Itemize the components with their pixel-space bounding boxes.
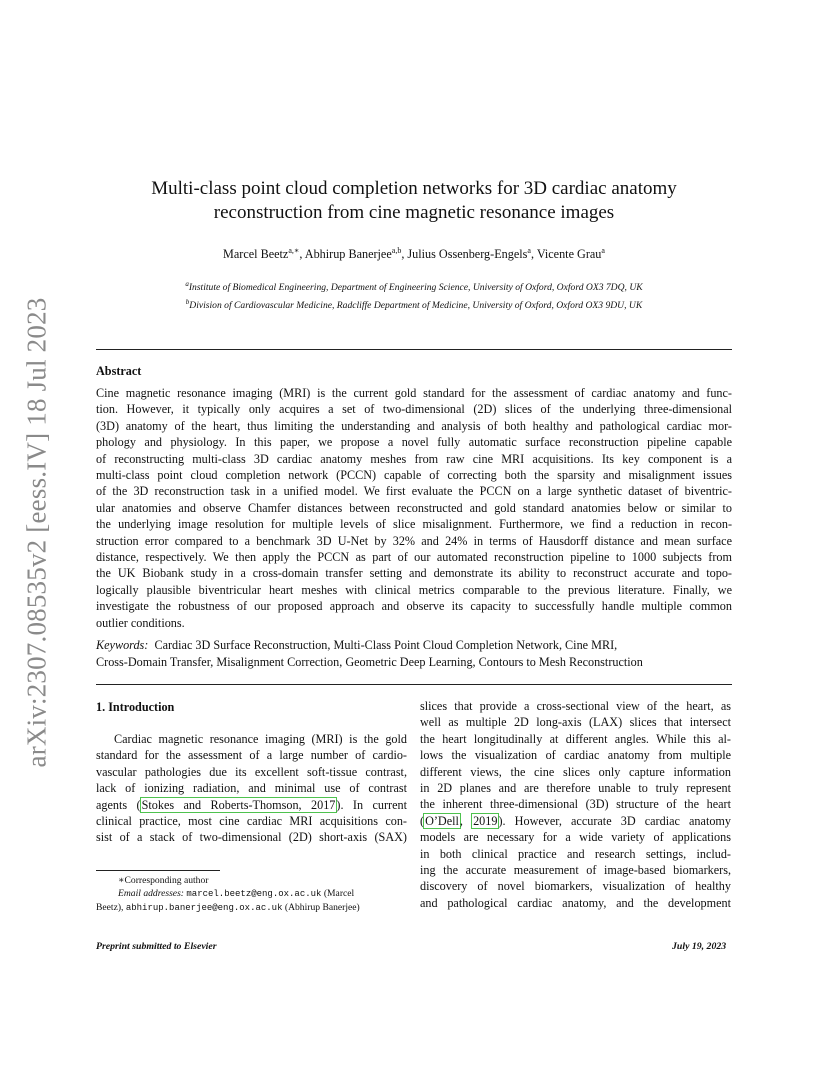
author-separator: ,: [401, 247, 408, 262]
keywords-label: Keywords:: [96, 638, 149, 652]
author-name: Marcel Beetz: [223, 247, 289, 262]
keywords-line: [96, 637, 732, 654]
abstract-line: investigate the robustness of our proposed approach and observe its capacity to successfully handle multiple common: [96, 599, 732, 614]
abstract-line: tion. However, it typically only acquires a set of two-dimensional (2D) slices of the underlying three-dimensional: [96, 402, 732, 417]
email-address[interactable]: marcel.beetz@eng.ox.ac.uk: [186, 889, 322, 899]
title-line: reconstruction from cine magnetic resonance images: [213, 202, 615, 223]
intro-line: ing the accurate measurement of image-based biomarkers,: [420, 863, 731, 878]
affiliation-text: Institute of Biomedical Engineering, Department of Engineering Science, University of Oxford, Oxford OX3 7DQ, UK: [188, 282, 643, 294]
abstract-heading: Abstract: [96, 364, 142, 378]
section-heading-introduction: 1. Introduction: [96, 700, 175, 714]
author-separator: ,: [299, 247, 305, 262]
intro-text: (: [420, 813, 425, 828]
email-label: Email addresses:: [118, 888, 184, 899]
intro-line: models are necessary for a wide variety of applications: [420, 830, 731, 845]
email-owner: (Abhirup Banerjee): [282, 902, 360, 913]
title-line: Multi-class point cloud completion networks for 3D cardiac anatomy: [151, 178, 677, 199]
author-affil-mark: a: [527, 246, 531, 255]
abstract-line: struction error compared to a benchmark 3D U-Net by 32% and 24% in terms of Hausdorff distance and mean surface: [96, 533, 732, 548]
abstract-line: outlier conditions.: [96, 615, 185, 630]
footnote-divider: [96, 870, 220, 871]
author-name: Vicente Grau: [536, 247, 602, 262]
intro-line: sist of a stack of two-dimensional (2D) short-axis (SAX): [96, 830, 407, 845]
intro-line: [420, 813, 731, 829]
intro-line: Cardiac magnetic resonance imaging (MRI) is the gold: [114, 732, 407, 746]
intro-line: different views, the cine slices only capture information: [420, 764, 731, 779]
footnote-emails: [96, 901, 407, 915]
abstract-line: the underlying image resolution for multiple levels of slice misalignment. Furthermore, we find a reduction in recon-: [96, 517, 732, 532]
intro-line: well as multiple 2D long-axis (LAX) slices that intersect: [420, 715, 731, 730]
affiliation-text: Division of Cardiovascular Medicine, Radcliffe Department of Medicine, University of Oxford, Oxford OX3 9DU, UK: [189, 300, 643, 312]
affiliations: [96, 277, 732, 313]
abstract-line: Cine magnetic resonance imaging (MRI) is the current gold standard for the assessment of cardiac anatomy and func-: [96, 386, 732, 400]
abstract-line: ular anatomies and observe Chamfer distances between reconstructed and gold standard anatomies below or similar to: [96, 500, 732, 515]
keywords: [96, 637, 732, 671]
arxiv-identifier-text: arXiv:2307.08535v2 [eess.IV] 18 Jul 2023: [21, 297, 52, 767]
email-owner: (Marcel: [321, 888, 355, 899]
keywords-text: Cardiac 3D Surface Reconstruction, Multi-Class Point Cloud Completion Network, Cine MRI,: [154, 638, 618, 652]
intro-line: vascular pathologies due its excellent soft-tissue contrast,: [96, 764, 407, 779]
intro-line: in both clinical practice and research settings, includ-: [420, 846, 731, 861]
abstract-line: logically plausible biventricular heart meshes with clinical metrics comparable to the previous literature. Finally, we: [96, 582, 732, 597]
author-affil-mark: a: [601, 246, 605, 255]
author-separator: ,: [530, 247, 537, 262]
top-divider: [96, 349, 732, 350]
affiliation-mark: a: [185, 280, 189, 288]
arxiv-identifier: [22, 292, 52, 772]
intro-text: ). However, accurate 3D cardiac anatomy: [498, 813, 731, 828]
intro-line: in 2D planes and are therefore unable to truly represent: [420, 781, 731, 796]
footer-date: July 19, 2023: [672, 941, 727, 952]
intro-text: ,: [459, 813, 473, 828]
email-address[interactable]: abhirup.banerjee@eng.ox.ac.uk: [125, 903, 283, 913]
abstract-line: (3D) anatomy of the heart, thus limiting the understanding and analysis of both healthy and pathological cardiac mor-: [96, 418, 732, 433]
intro-line: lack of ionizing radiation, and minimal use of contrast: [96, 781, 407, 796]
author-list: [96, 246, 732, 262]
author-affil-mark: a,∗: [288, 246, 300, 255]
affiliation-mark: b: [185, 298, 190, 307]
intro-text: agents (: [96, 797, 141, 812]
abstract-line: distance, respectively. We then apply the PCCN as part of our automated reconstruction pipeline to 1000 subjects from: [96, 550, 732, 565]
footnote-corresponding: ∗Corresponding author: [118, 875, 209, 886]
intro-line: [96, 797, 407, 813]
citation-link[interactable]: O’Dell: [425, 813, 459, 828]
intro-line: discovery of novel biomarkers, visualization of healthy: [420, 879, 731, 894]
intro-line: lows the visualization of cardiac anatomy from multiple: [420, 748, 731, 763]
affiliation-item: [96, 277, 732, 295]
intro-left-column: [96, 731, 407, 846]
author-name: Abhirup Banerjee: [304, 247, 392, 262]
affiliation-item: [96, 295, 732, 313]
abstract-line: of the 3D reconstruction task in a unified model. We first evaluate the PCCN on a large synthetic dataset of biventric-: [96, 484, 732, 499]
intro-line: the inherent three-dimensional (3D) structure of the heart: [420, 797, 731, 812]
footer-preprint-note: Preprint submitted to Elsevier: [96, 941, 217, 952]
abstract-body: [96, 385, 732, 631]
intro-line: the heart longitudinally at different angles. While this al-: [420, 731, 731, 746]
author-affil-mark: a,b: [391, 246, 402, 255]
intro-line: and pathological cardiac anatomy, and the development: [420, 895, 731, 910]
paper-title: [96, 177, 732, 225]
email-owner: Beetz),: [96, 902, 126, 913]
intro-text: ). In current: [336, 797, 407, 812]
citation-link[interactable]: 2019: [473, 813, 498, 828]
abstract-line: the UK Biobank study in a cross-domain transfer setting and demonstrate its ability to reconstruct accurate and topo-: [96, 566, 732, 581]
intro-line: standard for the assessment of a large number of cardio-: [96, 748, 407, 763]
author-name: Julius Ossenberg-Engels: [407, 247, 528, 262]
footnote: [96, 874, 407, 915]
abstract-line: multi-class point cloud completion network (PCCN) capable of correcting both the sparsity and misalignment issues: [96, 468, 732, 483]
intro-right-column: [420, 698, 731, 911]
abstract-line: of reconstructing multi-class 3D cardiac anatomy meshes from raw cine MRI acquisitions. Its key component is a: [96, 451, 732, 466]
citation-link[interactable]: Stokes and Roberts-Thomson, 2017: [141, 797, 336, 812]
footnote-emails: [96, 887, 407, 901]
intro-line: clinical practice, most cine cardiac MRI acquisitions con-: [96, 814, 407, 829]
bottom-divider: [96, 684, 732, 685]
abstract-line: phology and physiology. In this paper, we propose a novel fully automatic surface reconstruction pipeline capable: [96, 435, 732, 450]
keywords-line: Cross-Domain Transfer, Misalignment Correction, Geometric Deep Learning, Contours to Mesh Reconstruction: [96, 655, 643, 669]
intro-line: slices that provide a cross-sectional view of the heart, as: [420, 699, 731, 713]
